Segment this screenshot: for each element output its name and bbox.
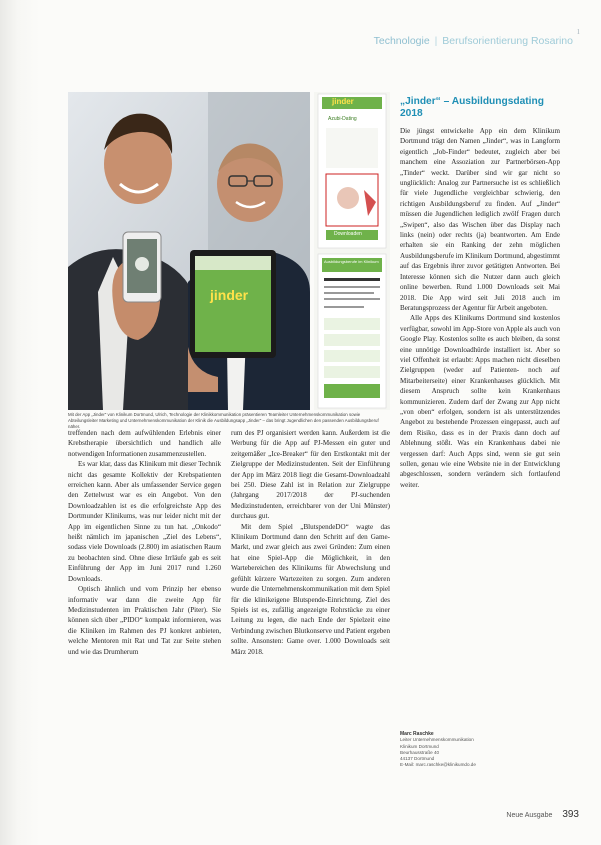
page-footer (506, 809, 579, 820)
paragraph: rum des PJ organisiert werden kann. Außerdem ist die Werbung für die App auf PJ-Messen ein guter und zeitgemäßer „Ice-Breaker“ für den Erstkontakt mit der Zielgruppe der Medizinstudenten. Seit der Einführung der App im März 2018 liegt die Gesamt-Downloadzahl bei 250. Diese Zahl ist in Relation zur Zielgruppe (Jahrgang 2017/2018 der PJ-suchenden Medizinstudenten, erreichbarer von der Uni Münster) durchaus gut. (231, 429, 390, 521)
section-header (374, 35, 573, 47)
screen-tagline: Azubi-Dating (328, 116, 357, 122)
screenshots-illustration (314, 92, 390, 410)
app-screenshots (314, 92, 390, 410)
author-organization: Klinikum Dortmund (400, 743, 439, 749)
photo-caption: Mit der App „Jinder“ von Klinikum Dortmund, Ulrich, Technologie der Klinikkommunikation präsentieren Teamleiter Unternehmenskommunikation sowie Abteilungsleiter Marketing und Unternehmenskommunikation der Klinik die Ausbildungsapp „Jinder“ – das bringt Jugendlichen den passenden Ausbildungsberuf näher. (68, 412, 379, 430)
text-column-1 (68, 428, 221, 657)
section-name: Technologie (373, 35, 430, 47)
author-city: 44137 Dortmund (400, 756, 435, 762)
article-photo (68, 92, 310, 410)
author-name: Marc Raschke (400, 731, 434, 737)
author-role: Leiter Unternehmenskommunikation (400, 737, 474, 743)
paragraph: Die jüngst entwickelte App ein dem Klinikum Dortmund trägt den Namen „Jinder“, was in Langform eigentlich „Job-Finder“ bedeutet, zugleich aber bei manchem eine Assoziation zur Partnerbörsen-App „Tinder“ weckt. Darüber sind wir gar nicht so unglücklich: Analog zur Partnersuche ist es schließlich für viele Jugendliche vergleichbar schwierig, den richtigen Ausbildungsberuf zu finden. Auf „Jinder“ müssen die Jugendlichen lediglich zwölf Fragen durch „Swipen“, also das Wischen über das Display nach links (nein) oder rechts (ja) beantworten. Am Ende erhalten sie ein Ranking der zehn möglichen Ausbildungsberufe im Klinikum Dortmund, abgestimmt auf das Ergebnis ihrer zuvor getätigten Antworten. Bei Interesse können sich die Nutzer dann auch gleich online bewerben. Rund 1.000 Downloads seit Mai 2018. Die App wird seit Juli 2018 auch im Beratungsprozess der Agentur für Arbeit angeboten. (400, 127, 560, 312)
article-body (400, 126, 560, 490)
section-separator: | (434, 35, 438, 47)
author-contact (400, 731, 560, 769)
author-email: E-Mail: marc.raschke@klinikumdo.de (400, 762, 476, 768)
page-number: 393 (562, 809, 579, 820)
subsection-name: Berufsorientierung Rosarino (442, 35, 573, 47)
screen-download-label: Downloaden (334, 231, 362, 237)
svg-text:jinder: jinder (210, 287, 249, 303)
photo-people-illustration (68, 92, 310, 410)
paragraph: treffenden nach dem aufwühlenden Erlebnis einer Krebstherapie übersichtlich und handlich alle notwendigen Informationen zusammenzustellen. (68, 429, 221, 458)
article-sidebar (400, 96, 560, 490)
page-corner-mark: ı (577, 26, 580, 37)
paragraph: Mit dem Spiel „BlutspendeDO“ wagte das Klinikum Dortmund dann den Schritt auf den Game-Markt, und zwar gleich aus zwei Gründen: Zum einen hat eine Spiel-App die Möglichkeit, in den Wartebereichen des Klinikums für Abwechslung und gefühlt kürzere Wartezeiten zu sorgen. Zum anderen wurde die Unternehmenskommunikation mit dem Spiel für die klinikeigene Blutspende-Einrichtung. Ziel des Spiels ist es, zufällig angezeigte Rohrstücke zu einer Leitung zu legen, die nach Ende der Spielzeit eine Verbindung zwischen Blutkonserve und Patient ergeben sollte. Ansonsten: Game over. 1.000 Downloads seit März 2018. (231, 522, 390, 656)
article-title: „Jinder“ – Ausbildungsdating 2018 (400, 96, 544, 119)
issue-label: Neue Ausgabe (506, 812, 553, 819)
text-column-2 (231, 428, 390, 657)
paragraph: Es war klar, dass das Klinikum mit dieser Technik nicht das gesamte Kollektiv der Krebspatienten erreichen kann. Aber als umfassender Service gegen den Zettelwust war es ein Angebot. Von den Downloadzahlen ist es die erfolgreichste App des Dortmunder Klinikums, was nur leider nicht mit der App im eigentlichen Sinne zu tun hat. „Onkodo“ heißt nämlich im japanischen „Ziel des Lebens“, sodass viele Downloads (2.800) im asiatischen Raum zu beobachten sind. Ohne diese Irrläufe gab es seit Einführung der App im Juni 2017 rund 1.260 Downloads. (68, 460, 221, 583)
screen-app-name: jinder (332, 97, 354, 106)
screen-body-heading: Ausbildungsberufe im Klinikum (324, 259, 379, 264)
paragraph: Alle Apps des Klinikums Dortmund sind kostenlos verfügbar, sowohl im App-Store von Apple als auch von Google Play. Kostenlos sollte es auch bleiben, da sonst eine unnötige Downloadhürde installiert ist. Aber so viel Offenheit ist erlaubt: Apps machen nicht dieselben Zielgruppen (weder auf Patienten- noch auf Mitarbeiterseite) einer Krankenhauses glücklich. Mit diesem Anspruch sollte kein Krankenhaus kommunizieren. Zudem darf der Zwang zur App nicht „von oben“ erfolgen, sondern ist als unterstützendes Angebot zu bestehende Prozessen eingepasst, auch auf dem Risiko, dass es in der Praxis dann doch auf Ablehnung stößt. Was ein Krankenhaus dabei nie vergessen darf: Auch Apps sind, wenn sie gut sein sollen, genau wie eine Website nie in der Entwicklung abgeschlossen, sondern verändern sich fortlaufend weiter. (400, 314, 560, 489)
paragraph: Optisch ähnlich und vom Prinzip her ebenso informativ war dann die zweite App für Medizinstudenten im Praktischen Jahr (Piter). Sie können sich über „PIDO“ kompakt informieren, was die Kliniken im Rahmen des PJ konkret anbieten, welche Mentoren mit Rat und Tat zur Seite stehen und wie das Drumherum (68, 585, 221, 656)
author-street: Beurhausstraße 40 (400, 749, 440, 755)
